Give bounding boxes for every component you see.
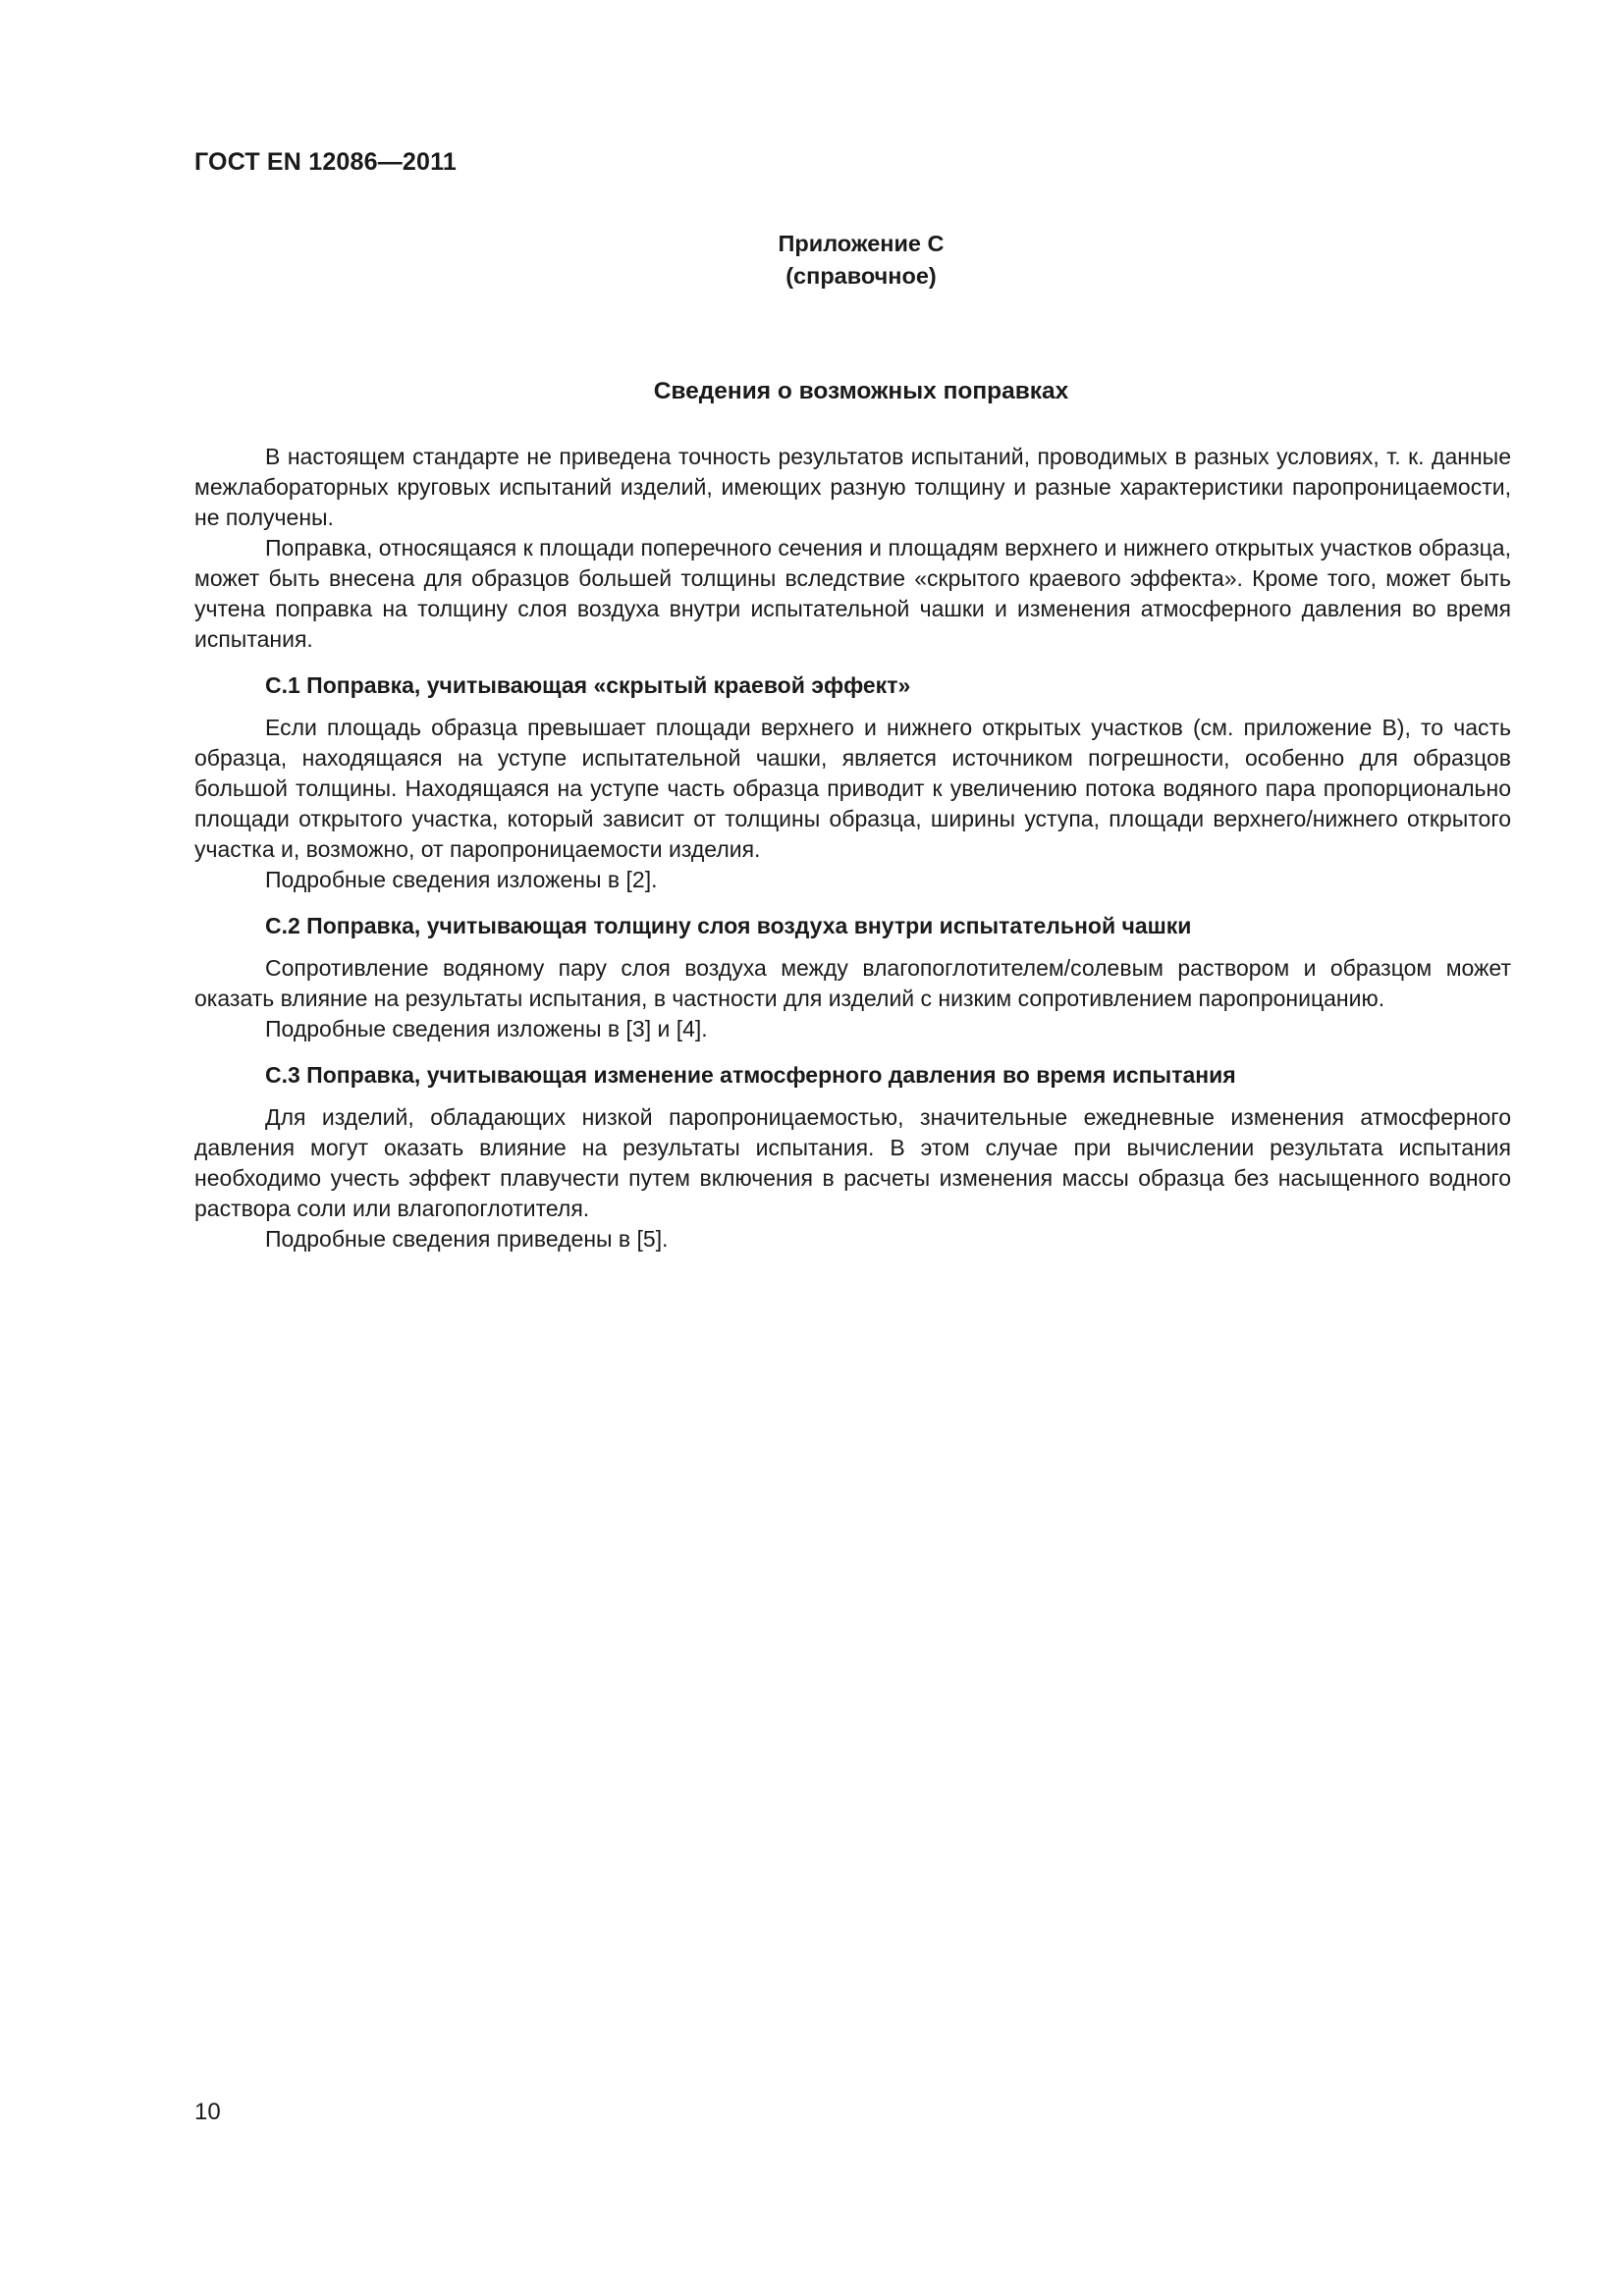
intro-paragraph-2: Поправка, относящаяся к площади поперечного сечения и площадям верхнего и нижнего открытых участков образца, может быть внесена для образцов большей толщины вследствие «скрытого краевого эффекта». Кроме того, может быть учтена поправка на толщину слоя воздуха внутри испытательной чашки и изменения атмосферного давления во время испытания. <box>194 535 1511 652</box>
document-code-header: ГОСТ EN 12086—2011 <box>194 148 457 176</box>
subsection-c3-paragraph-1: Для изделий, обладающих низкой паропроницаемостью, значительные ежедневные изменения атмосферного давления могут оказать влияние на результаты испытания. В этом случае при вычислении результата испытания необходимо учесть эффект плавучести путем включения в расчеты изменения массы образца без насыщенного водного раствора соли или влагопоглотителя. <box>194 1104 1511 1221</box>
subsection-c1-paragraph-1: Если площадь образца превышает площади верхнего и нижнего открытых участков (см. приложение В), то часть образца, находящаяся на уступе испытательной чашки, является источником погрешности, особенно для образцов большой толщины. Находящаяся на уступе часть образца приводит к увеличению потока водяного пара пропорционально площади открытого участка, который зависит от толщины образца, ширины уступа, площади верхнего/нижнего открытого участка и, возможно, от паропроницаемости изделия. <box>194 715 1511 862</box>
subsection-c1-paragraph-2: Подробные сведения изложены в [2]. <box>265 867 658 892</box>
annex-title: Приложение С <box>778 231 945 256</box>
annex-status: (справочное) <box>785 263 937 289</box>
subsection-c1-heading: С.1 Поправка, учитывающая «скрытый краевой эффект» <box>265 672 911 698</box>
page-number: 10 <box>194 2099 221 2125</box>
subsection-c3-paragraph-2: Подробные сведения приведены в [5]. <box>265 1226 669 1252</box>
section-title: Сведения о возможных поправках <box>653 378 1069 404</box>
subsection-c2-paragraph-1: Сопротивление водяному пару слоя воздуха между влагопоглотителем/солевым раствором и образцом может оказать влияние на результаты испытания, в частности для изделий с низким сопротивлением паропроницанию. <box>194 955 1511 1011</box>
annex-heading <box>0 228 1624 293</box>
subsection-c2-paragraph-2: Подробные сведения изложены в [3] и [4]. <box>265 1016 708 1041</box>
subsection-c2-heading: С.2 Поправка, учитывающая толщину слоя воздуха внутри испытательной чашки <box>265 913 1192 938</box>
intro-paragraph-1: В настоящем стандарте не приведена точность результатов испытаний, проводимых в разных условиях, т. к. данные межлабораторных круговых испытаний изделий, имеющих разную толщину и разные характеристики паропроницаемости, не получены. <box>194 444 1511 530</box>
document-body <box>194 442 1511 1255</box>
subsection-c3-heading: С.3 Поправка, учитывающая изменение атмосферного давления во время испытания <box>265 1062 1236 1088</box>
